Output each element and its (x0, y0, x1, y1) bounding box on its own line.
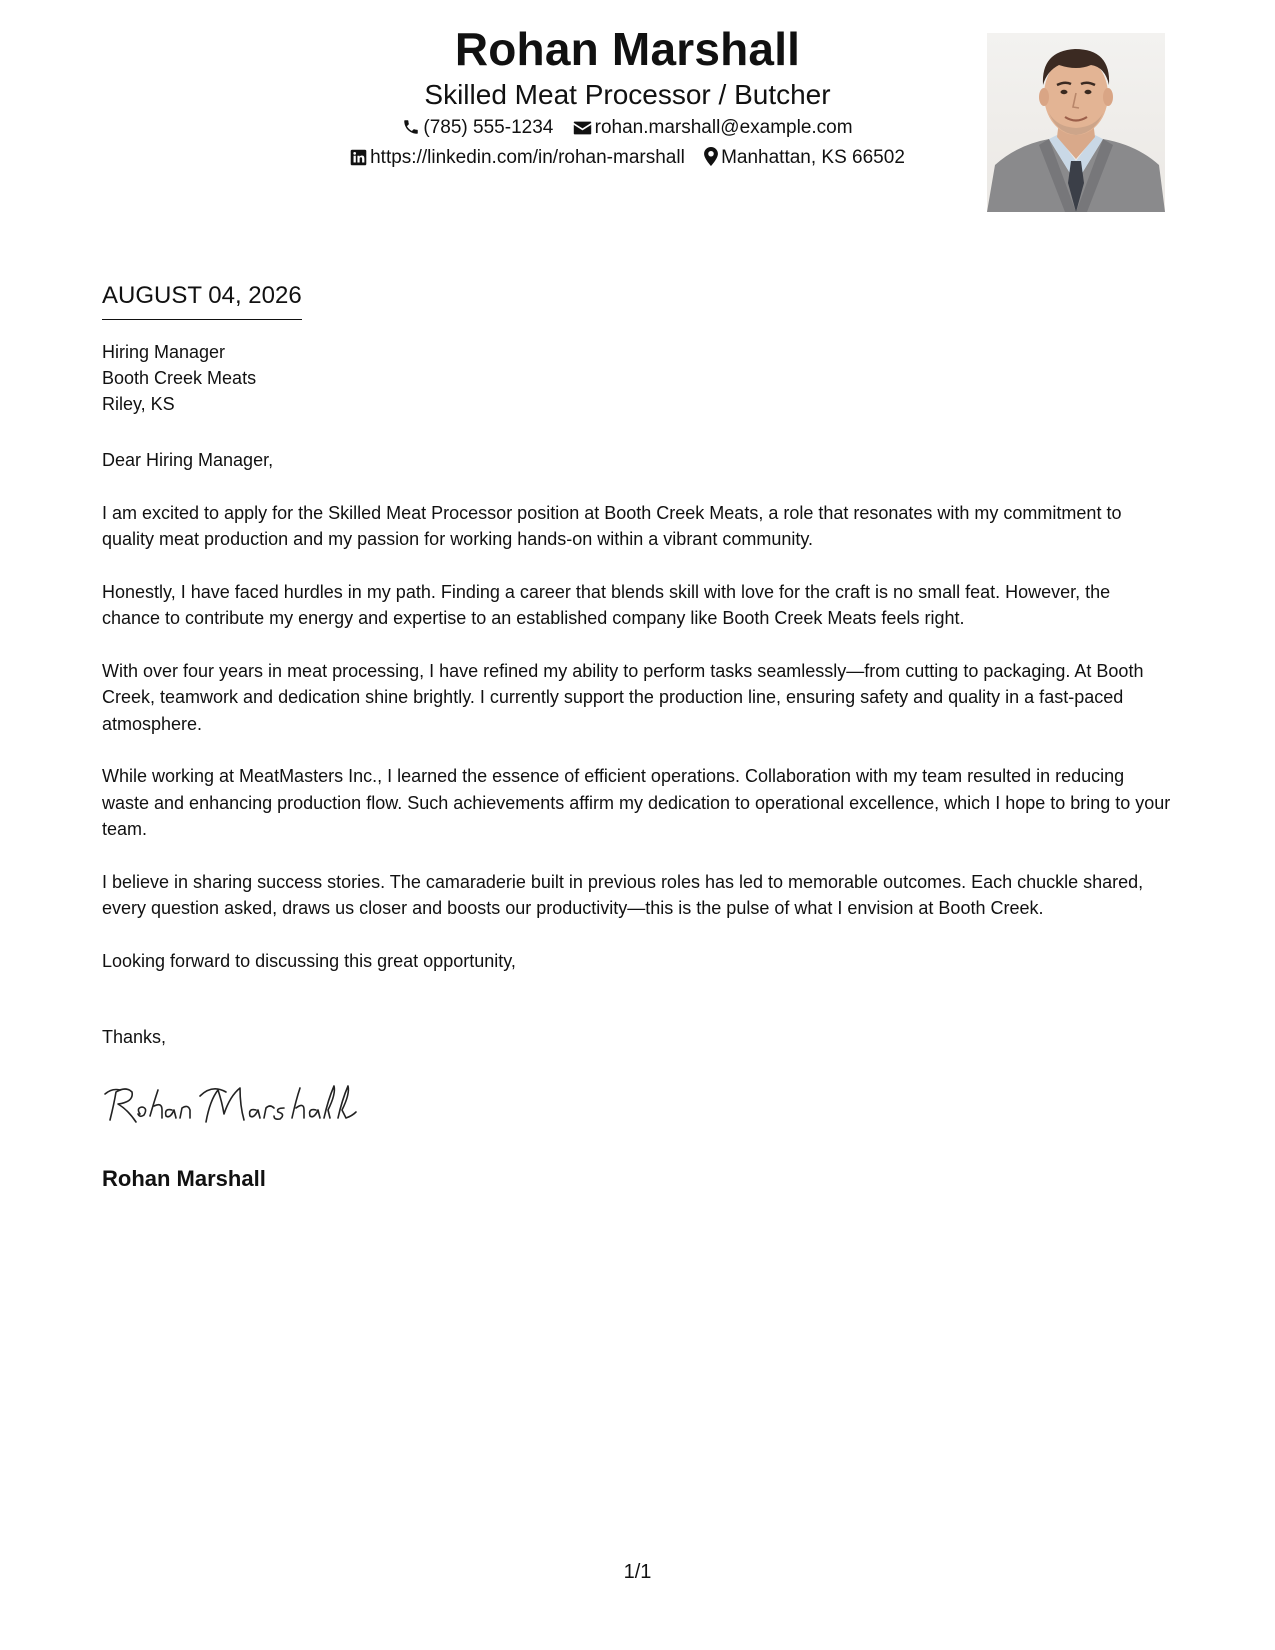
body-paragraph-4: While working at MeatMasters Inc., I learned the essence of efficient operations. Collaboration with my team resulted in reducing waste and enhancing production flow. Such achievements affirm my dedication to operational excellence, which I hope to bring to your team. (102, 766, 1171, 839)
sign-off: Looking forward to discussing this great opportunity, (102, 950, 516, 971)
recipient-title: Hiring Manager (102, 342, 226, 362)
profile-photo (987, 33, 1165, 212)
recipient-location: Riley, KS (102, 394, 175, 414)
map-pin-icon (704, 147, 718, 166)
phone-contact (402, 113, 553, 143)
handwritten-signature (102, 1080, 362, 1132)
letter-body (102, 447, 1172, 1000)
page-number: 1/1 (623, 1561, 652, 1583)
salutation: Dear Hiring Manager, (102, 450, 274, 470)
recipient-company: Booth Creek Meats (102, 368, 257, 388)
phone-text: (785) 555-1234 (423, 117, 554, 138)
body-paragraph-2: Honestly, I have faced hurdles in my path. Finding a career that blends skill with love for the craft is no small feat. However, the chance to contribute my energy and expertise to an established company like Booth Creek Meats feels right. (102, 581, 1111, 628)
email-text: rohan.marshall@example.com (594, 117, 853, 138)
body-paragraph-1: I am excited to apply for the Skilled Meat Processor position at Booth Creek Meats, a role that resonates with my commitment to quality meat production and my passion for working hands-on within a vibrant community. (102, 502, 1122, 549)
linkedin-icon (350, 149, 367, 166)
email-contact (573, 113, 853, 143)
envelope-icon (573, 120, 592, 136)
recipient-block (102, 339, 256, 417)
applicant-title: Skilled Meat Processor / Butcher (424, 79, 831, 110)
linkedin-text: https://linkedin.com/in/rohan-marshall (370, 147, 685, 168)
body-paragraph-3: With over four years in meat processing, I have refined my ability to perform tasks seamlessly—from cutting to packaging. At Booth Creek, teamwork and dedication shine brightly. I currently support the production line, ensuring safety and quality in a fast-paced atmosphere. (102, 660, 1144, 734)
location-contact (704, 143, 905, 173)
body-paragraph-5: I believe in sharing success stories. The camaraderie built in previous roles has led to memorable outcomes. Each chuckle shared, every question asked, draws us closer and boosts our productivity—this is the pulse of what I envision at Booth Creek. (102, 871, 1144, 918)
signer-name: Rohan Marshall (102, 1166, 266, 1191)
location-text: Manhattan, KS 66502 (721, 147, 905, 168)
phone-icon (402, 118, 420, 136)
linkedin-contact (350, 143, 685, 173)
closing: Thanks, (102, 1027, 167, 1047)
applicant-name: Rohan Marshall (454, 23, 801, 75)
letter-date: AUGUST 04, 2026 (102, 280, 302, 320)
